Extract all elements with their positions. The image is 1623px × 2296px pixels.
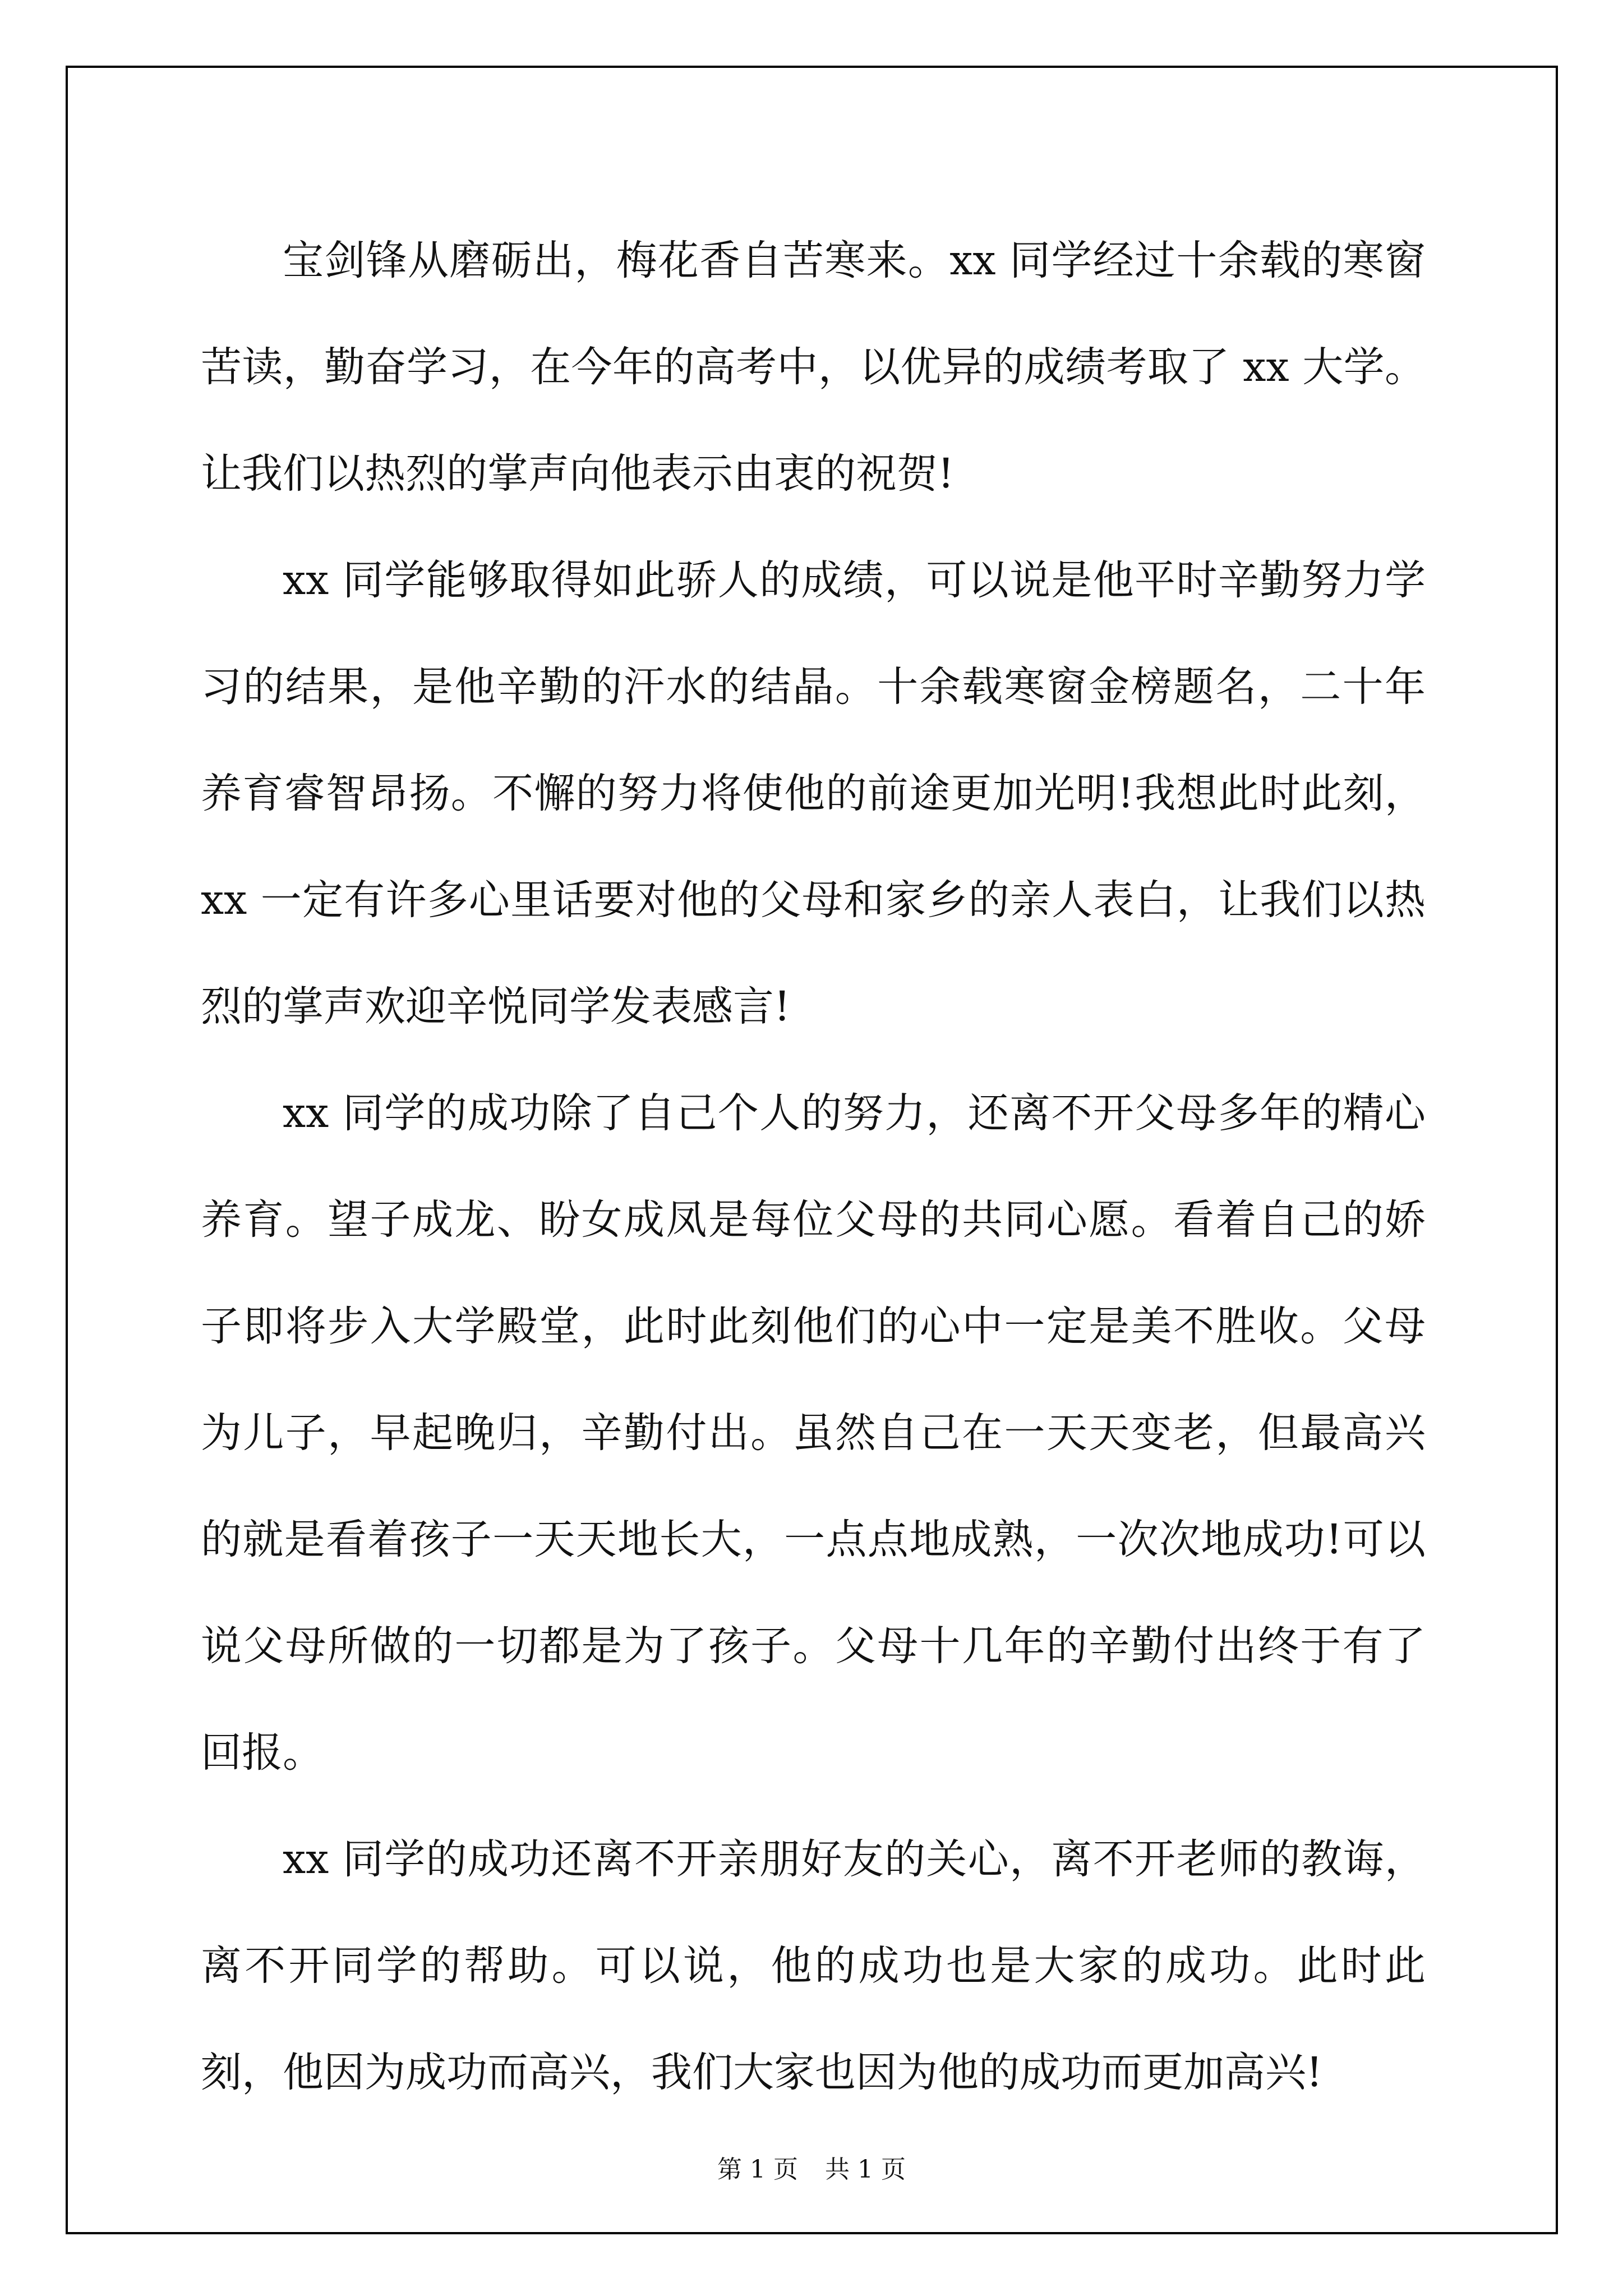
paragraph-2: xx 同学能够取得如此骄人的成绩，可以说是他平时辛勤努力学习的结果，是他辛勤的汗水的结晶。十余载寒窗金榜题名，二十年养育睿智昂扬。不懈的努力将使他的前途更加光明!我想此时此刻，xx 一定有许多心里话要对他的父母和家乡的亲人表白，让我们以热烈的掌声欢迎辛悦同学发表感言! [201, 556, 1426, 1030]
paragraph-4: xx 同学的成功还离不开亲朋好友的关心，离不开老师的教诲，离不开同学的帮助。可以说，他的成功也是大家的成功。此时此刻，他因为成功而高兴，我们大家也因为他的成功而更加高兴! [201, 1835, 1426, 2096]
page-footer [0, 2153, 1623, 2187]
paragraph-3: xx 同学的成功除了自己个人的努力，还离不开父母多年的精心养育。望子成龙、盼女成凤是每位父母的共同心愿。看着自己的娇子即将步入大学殿堂，此时此刻他们的心中一定是美不胜收。父母为儿子，早起晚归，辛勤付出。虽然自己在一天天变老，但最高兴的就是看着孩子一天天地长大，一点点地成熟，一次次地成功!可以说父母所做的一切都是为了孩子。父母十几年的辛勤付出终于有了回报。 [201, 1089, 1426, 1777]
page-number: 第 1 页 [717, 2155, 798, 2184]
page-total: 共 1 页 [825, 2155, 906, 2184]
paragraph-1: 宝剑锋从磨砺出，梅花香自苦寒来。xx 同学经过十余载的寒窗苦读，勤奋学习，在今年的高考中，以优异的成绩考取了 xx 大学。让我们以热烈的掌声向他表示由衷的祝贺! [201, 237, 1426, 498]
document-body [201, 208, 1426, 2126]
